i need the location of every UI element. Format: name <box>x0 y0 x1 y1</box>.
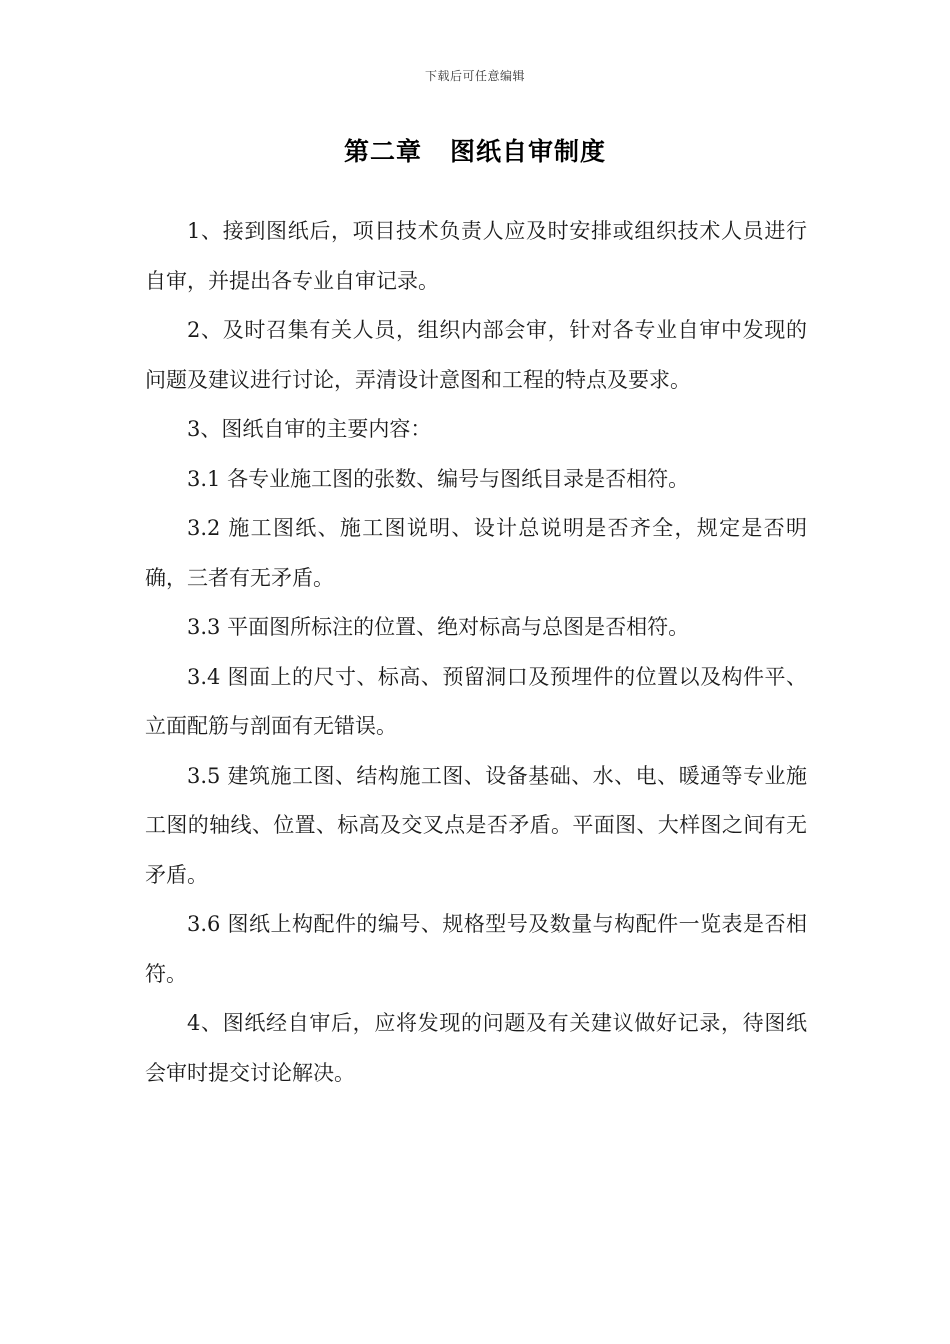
header-note: 下载后可任意编辑 <box>424 69 525 83</box>
paragraph-3-2: 3.2 施工图纸、施工图说明、设计总说明是否齐全，规定是否明确，三者有无矛盾。 <box>145 516 807 590</box>
paragraph-3-6: 3.6 图纸上构配件的编号、规格型号及数量与构配件一览表是否相符。 <box>145 912 807 986</box>
paragraph-3-4: 3.4 图面上的尺寸、标高、预留洞口及预埋件的位置以及构件平、立面配筋与剖面有无错误。 <box>145 664 807 738</box>
paragraph-1: 1、接到图纸后，项目技术负责人应及时安排或组织技术人员进行自审，并提出各专业自审记录。 <box>145 219 807 293</box>
paragraph-3: 3、图纸自审的主要内容： <box>187 417 432 441</box>
paragraph-3-3: 3.3 平面图所标注的位置、绝对标高与总图是否相符。 <box>187 615 690 639</box>
paragraph-4: 4、图纸经自审后，应将发现的问题及有关建议做好记录，待图纸会审时提交讨论解决。 <box>145 1011 807 1085</box>
page-title <box>0 132 950 168</box>
paragraph-2: 2、及时召集有关人员，组织内部会审，针对各专业自审中发现的问题及建议进行讨论，弄清设计意图和工程的特点及要求。 <box>145 318 807 392</box>
paragraph-3-5: 3.5 建筑施工图、结构施工图、设备基础、水、电、暖通等专业施工图的轴线、位置、标高及交叉点是否矛盾。平面图、大样图之间有无矛盾。 <box>145 763 807 887</box>
chapter-title: 图纸自审制度 <box>450 137 607 166</box>
paragraph-3-1: 3.1 各专业施工图的张数、编号与图纸目录是否相符。 <box>187 466 690 491</box>
document-body <box>145 207 807 1098</box>
chapter-label: 第二章 <box>343 137 422 166</box>
